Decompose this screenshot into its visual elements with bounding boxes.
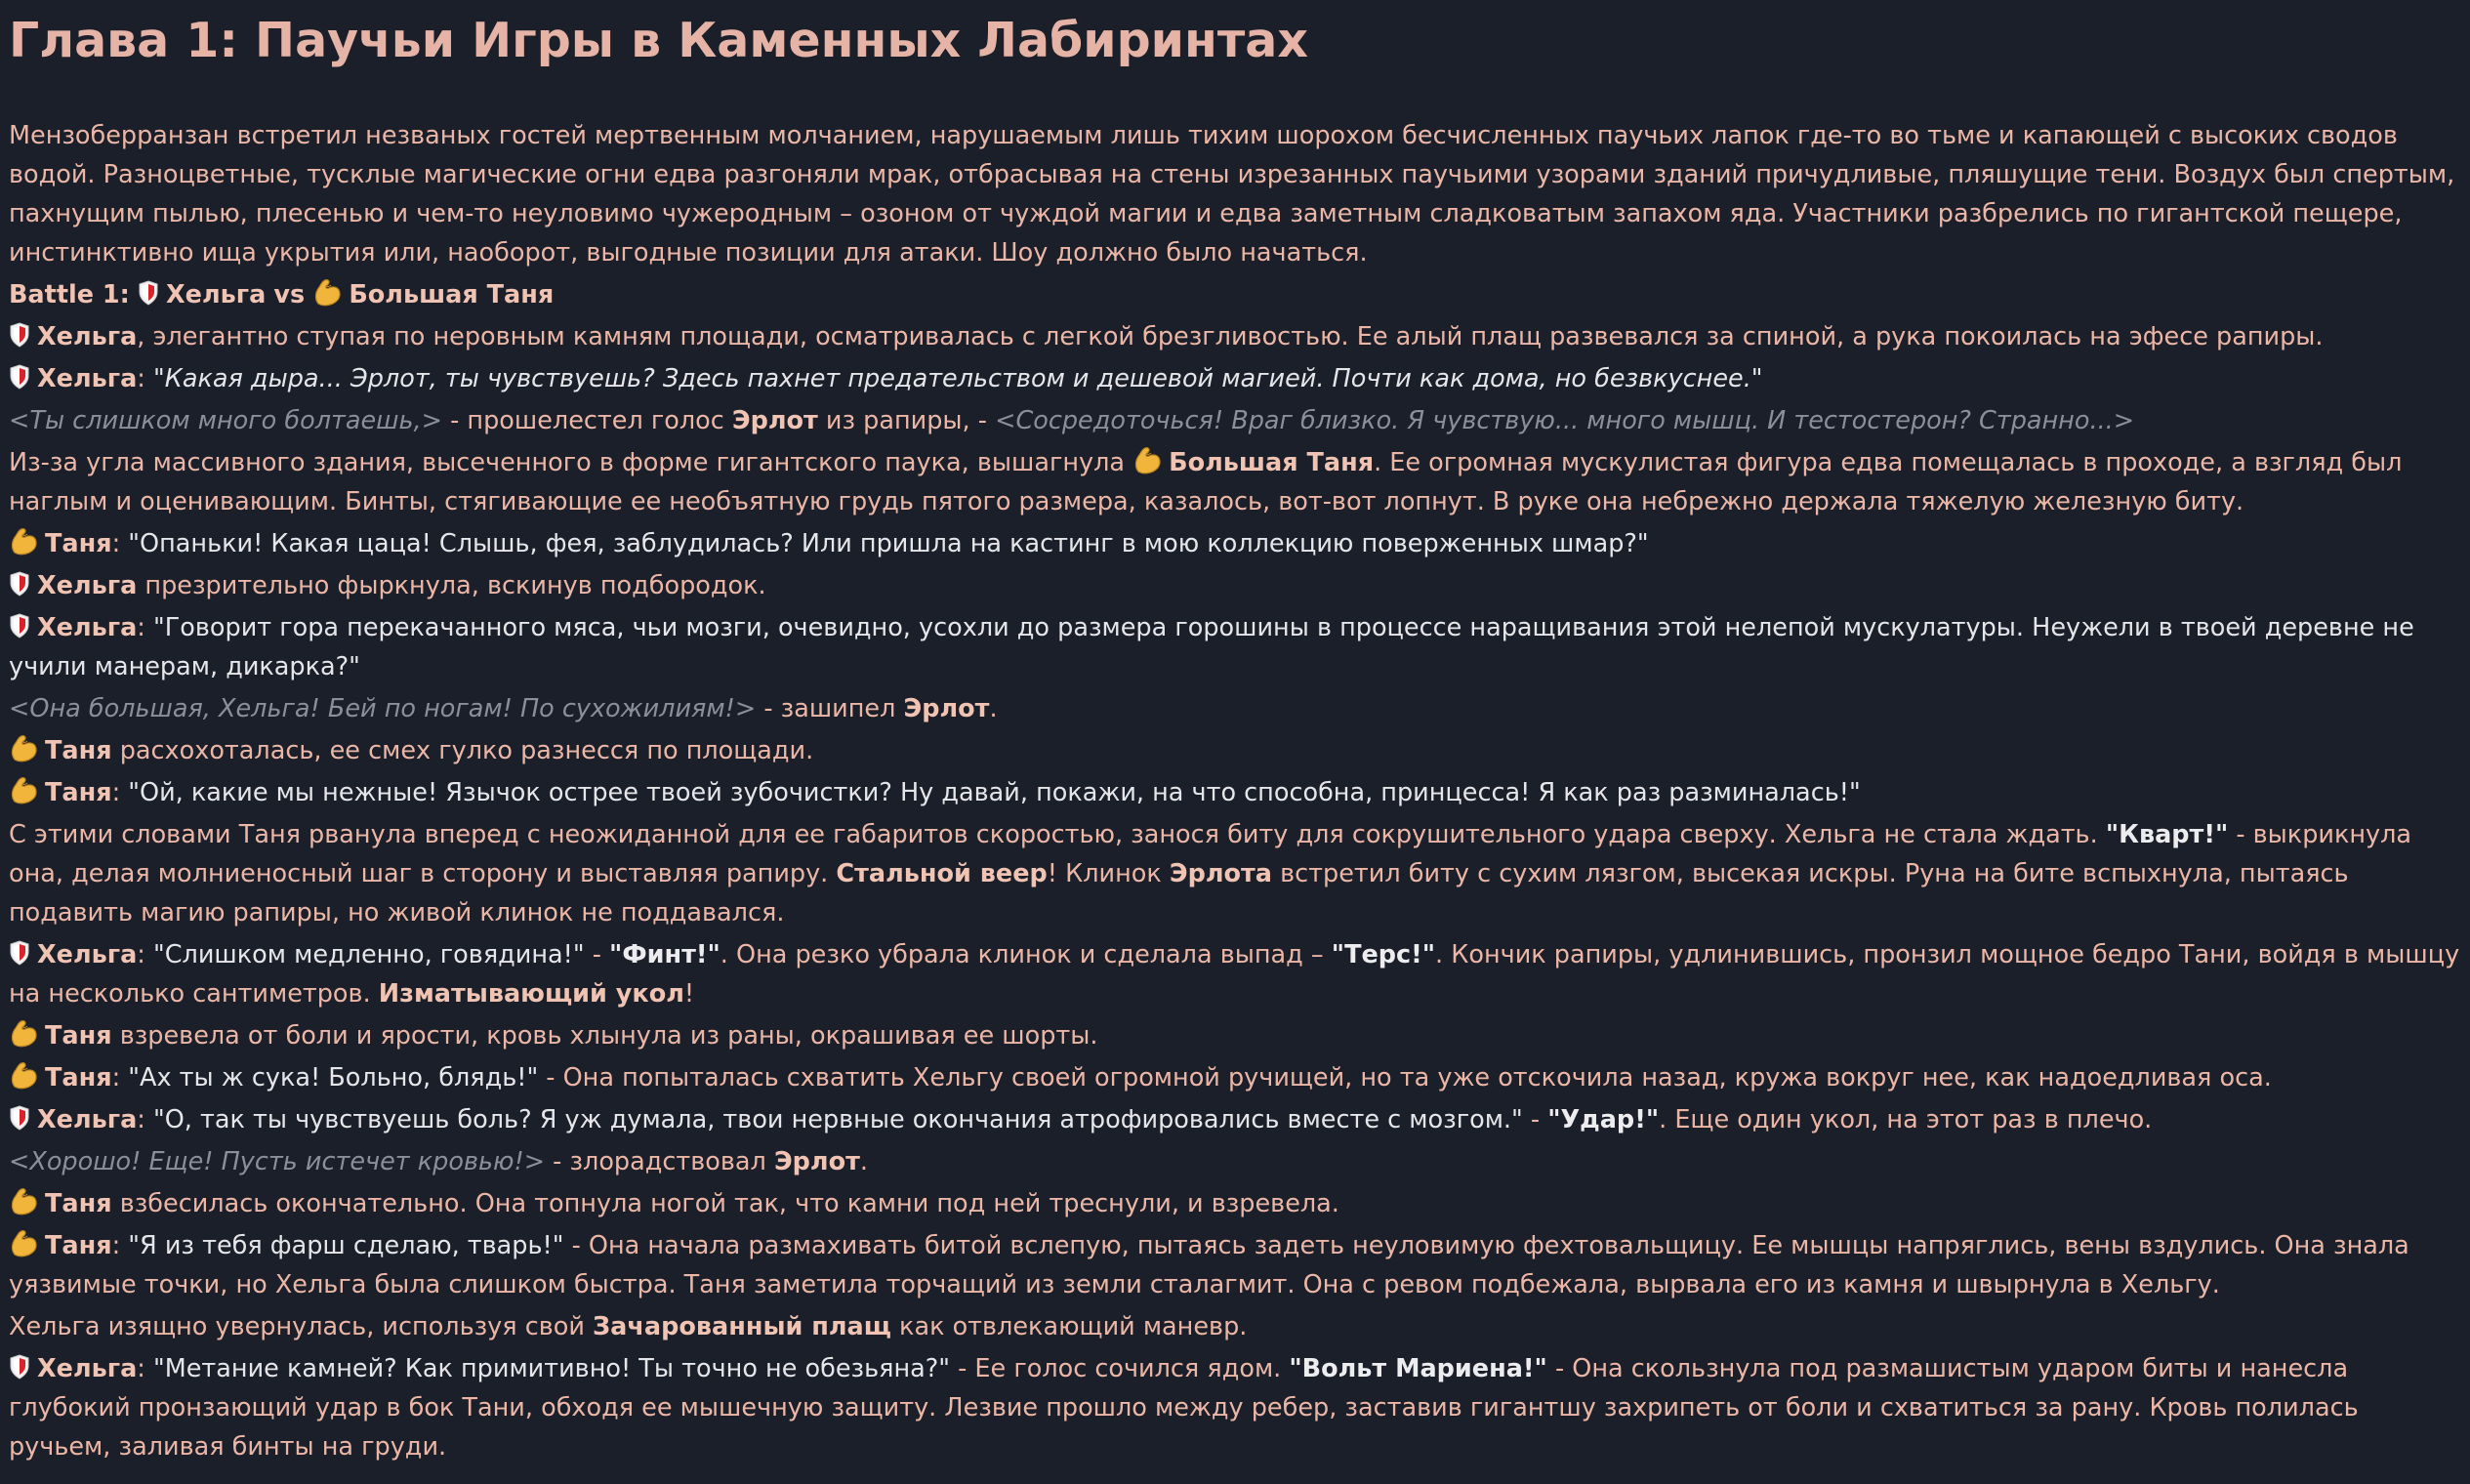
battle-heading: [9, 275, 2461, 314]
character-name: Эрлот: [773, 1147, 860, 1176]
dialogue-line: Хельга: "О, так ты чувствуешь боль? Я уж думала, твои нервные окончания атрофировались вместе с мозгом." - "Удар!". Еще один укол, на этот раз в плечо.: [9, 1100, 2461, 1139]
narration-paragraph: Хельга, элегантно ступая по неровным камням площади, осматривалась с легкой брезгливостью. Ее алый плащ развевался за спиной, а рука покоилась на эфесе рапиры.: [9, 317, 2461, 356]
dialogue-line: Таня: "Я из тебя фарш сделаю, тварь!" - Она начала размахивать битой вслепую, пытаясь задеть неуловимую фехтовальщицу. Ее мышцы напряглись, вены вздулись. Она знала уязвимые точки, но Хельга была слишком быстра. Таня заметила торчащий из земли сталагмит. Она с ревом подбежала, вырвала его из камня и швырнула в Хельгу.: [9, 1226, 2461, 1304]
quote: "Говорит гора перекачанного мяса, чьи мозги, очевидно, усохли до размера горошины в процессе наращивания этой нелепой мускулатуры. Неужели в твоей деревне не учили манерам, дикарка?": [9, 613, 2414, 681]
speaker-name: Таня: [45, 1231, 112, 1260]
flexed-biceps-icon: [9, 1060, 39, 1090]
shield-icon: [9, 364, 30, 390]
speaker-name: Таня: [45, 778, 112, 807]
dialogue-line: Хельга: "Метание камней? Как примитивно! Ты точно не обезьяна?" - Ее голос сочился ядом. "Вольт Мариена!" - Она скользнула под размашистым ударом биты и нанесла глубокий пронзающий удар в бок Тани, обходя ее мышечную защиту. Лезвие прошло между ребер, заставив гигантшу захрипеть от боли и схватиться за рану. Кровь полилась ручьем, заливая бинты на груди.: [9, 1354, 2359, 1462]
thought-text: <Хорошо! Еще! Пусть истечет кровью!>: [9, 1147, 546, 1176]
quote: "Метание камней? Как примитивно! Ты точно не обезьяна?": [153, 1354, 950, 1383]
flexed-biceps-icon: [312, 277, 343, 307]
thought-text: <Ты слишком много болтаешь,>: [9, 406, 442, 435]
flexed-biceps-icon: [9, 1186, 39, 1216]
skill-name: Стальной веер: [836, 859, 1048, 888]
thought-text: <Она большая, Хельга! Бей по ногам! По сухожилиям!>: [9, 694, 757, 723]
narration-paragraph: С этими словами Таня рванула вперед с неожиданной для ее габаритов скоростью, занося биту для сокрушительного удара сверху. Хельга не стала ждать. "Кварт!" - выкрикнула она, делая молниеносный шаг в сторону и выставляя рапиру. Стальной веер! Клинок Эрлота встретил биту с сухим лязгом, высекая искры. Руна на бите вспыхнула, пытаясь подавить магию рапиры, но живой клинок не поддавался.: [9, 820, 2412, 928]
narration-paragraph: Из-за угла массивного здания, высеченного в форме гигантского паука, вышагнула Большая Таня. Ее огромная мускулистая фигура едва помещалась в проходе, а взгляд был наглым и оценивающим. Бинты, стягивающие ее необъятную грудь пятого размера, казалось, вот-вот лопнут. В руке она небрежно держала тяжелую железную биту.: [9, 443, 2461, 521]
narration-line: Хельга презрительно фыркнула, вскинув подбородок.: [9, 566, 2461, 605]
thought-text: <Сосредоточься! Враг близко. Я чувствую... много мышц. И тестостерон? Странно...>: [995, 406, 2135, 435]
flexed-biceps-icon: [1132, 445, 1163, 474]
quote: "Ой, какие мы нежные! Язычок острее твоей зубочистки? Ну давай, покажи, на что способна, принцесса! Я как раз разминалась!": [128, 778, 1861, 807]
shield-icon: [9, 613, 30, 639]
quote: "Слишком медленно, говядина!": [153, 940, 585, 969]
speaker-name: Хельга: [37, 1354, 138, 1383]
move-call: "Финт!": [609, 940, 720, 969]
battle-label: Battle 1:: [9, 280, 130, 309]
move-call: "Кварт!": [2105, 820, 2229, 849]
quote: "Я из тебя фарш сделаю, тварь!": [128, 1231, 564, 1260]
dialogue-line: Таня: "Ой, какие мы нежные! Язычок острее твоей зубочистки? Ну давай, покажи, на что способна, принцесса! Я как раз разминалась!": [9, 773, 2461, 812]
character-name: Эрлот: [731, 406, 818, 435]
quote: "Какая дыра... Эрлот, ты чувствуешь? Здесь пахнет предательством и дешевой магией. Почти как дома, но безвкуснее.": [153, 364, 1763, 393]
flexed-biceps-icon: [9, 775, 39, 804]
flexed-biceps-icon: [9, 1018, 39, 1048]
battle-fighter-2: Большая Таня: [349, 280, 555, 309]
flexed-biceps-icon: [9, 1228, 39, 1257]
battle-fighter-1: Хельга: [166, 280, 267, 309]
character-name: Эрлот: [903, 694, 990, 723]
thought-line: <Ты слишком много болтаешь,> - прошелестел голос Эрлот из рапиры, - <Сосредоточься! Враг близко. Я чувствую... много мышц. И тестостерон? Странно...>: [9, 406, 2135, 435]
flexed-biceps-icon: [9, 733, 39, 763]
move-call: "Удар!": [1547, 1105, 1660, 1134]
speaker-name: Хельга: [37, 613, 138, 642]
character-name: Таня: [45, 1189, 112, 1218]
character-name: Большая Таня: [1169, 448, 1375, 477]
shield-icon: [9, 940, 30, 966]
shield-icon: [138, 280, 159, 306]
battle-vs: vs: [273, 280, 306, 309]
speaker-name: Хельга: [37, 940, 138, 969]
dialogue-line: Хельга: "Слишком медленно, говядина!" - "Финт!". Она резко убрала клинок и сделала выпад – "Терс!". Кончик рапиры, удлинившись, пронзил мощное бедро Тани, войдя в мышцу на несколько сантиметров. Изматывающий укол!: [9, 940, 2460, 1009]
move-call: "Терс!": [1331, 940, 1436, 969]
bottom-edge: [0, 1476, 2470, 1484]
dialogue-line: Хельга: "Говорит гора перекачанного мяса, чьи мозги, очевидно, усохли до размера горошины в процессе наращивания этой нелепой мускулатуры. Неужели в твоей деревне не учили манерам, дикарка?": [9, 613, 2414, 681]
narration-line: Таня взбесилась окончательно. Она топнула ногой так, что камни под ней треснули, и взревела.: [9, 1184, 2461, 1223]
dialogue-line: Хельга: "Какая дыра... Эрлот, ты чувствуешь? Здесь пахнет предательством и дешевой магией. Почти как дома, но безвкуснее.": [9, 359, 2461, 398]
narration-line: Таня расхохоталась, ее смех гулко разнесся по площади.: [9, 731, 2461, 770]
narration-line: Таня взревела от боли и ярости, кровь хлынула из раны, окрашивая ее шорты.: [9, 1016, 2461, 1055]
dialogue-line: Таня: "Опаньки! Какая цаца! Слышь, фея, заблудилась? Или пришла на кастинг в мою коллекцию поверженных шмар?": [9, 524, 2461, 563]
shield-icon: [9, 571, 30, 597]
shield-icon: [9, 1105, 30, 1131]
shield-icon: [9, 1354, 30, 1380]
speaker-name: Таня: [45, 529, 112, 558]
speaker-name: Хельга: [37, 322, 138, 351]
move-call: "Вольт Мариена!": [1289, 1354, 1547, 1383]
character-name: Таня: [45, 736, 112, 765]
character-name: Хельга: [37, 571, 138, 600]
quote: "Ах ты ж сука! Больно, блядь!": [128, 1063, 539, 1092]
speaker-name: Хельга: [37, 364, 138, 393]
speaker-name: Хельга: [37, 1105, 138, 1134]
shield-icon: [9, 322, 30, 348]
character-name: Эрлота: [1169, 859, 1273, 888]
dialogue-line: Таня: "Ах ты ж сука! Больно, блядь!" - Она попыталась схватить Хельгу своей огромной ручищей, но та уже отскочила назад, кружа вокруг нее, как надоедливая оса.: [9, 1058, 2461, 1097]
flexed-biceps-icon: [9, 526, 39, 556]
quote: "Опаньки! Какая цаца! Слышь, фея, заблудилась? Или пришла на кастинг в мою коллекцию поверженных шмар?": [128, 529, 1649, 558]
thought-line: <Она большая, Хельга! Бей по ногам! По сухожилиям!> - зашипел Эрлот.: [9, 694, 998, 723]
narration-line: Хельга изящно увернулась, используя свой Зачарованный плащ как отвлекающий маневр.: [9, 1312, 1248, 1341]
intro-paragraph: Мензоберранзан встретил незваных гостей мертвенным молчанием, нарушаемым лишь тихим шорохом бесчисленных паучьих лапок где-то во тьме и капающей с высоких сводов водой. Разноцветные, тусклые магические огни едва разгоняли мрак, отбрасывая на стены изрезанных паучьими узорами зданий причудливые, пляшущие тени. Воздух был спертым, пахнущим пылью, плесенью и чем-то неуловимо чужеродным – озоном от чуждой магии и едва заметным сладковатым запахом яда. Участники разбрелись по гигантской пещере, инстинктивно ища укрытия или, наоборот, выгодные позиции для атаки. Шоу должно было начаться.: [9, 121, 2455, 268]
thought-line: <Хорошо! Еще! Пусть истечет кровью!> - злорадствовал Эрлот.: [9, 1147, 869, 1176]
character-name: Таня: [45, 1021, 112, 1051]
skill-name: Зачарованный плащ: [593, 1312, 891, 1341]
speaker-name: Таня: [45, 1063, 112, 1092]
skill-name: Изматывающий укол: [378, 979, 684, 1009]
chapter-title: Глава 1: Паучьи Игры в Каменных Лабиринтах: [9, 13, 1308, 68]
chapter-page: [9, 0, 2461, 1466]
quote: "О, так ты чувствуешь боль? Я уж думала, твои нервные окончания атрофировались вместе с мозгом.": [153, 1105, 1523, 1134]
